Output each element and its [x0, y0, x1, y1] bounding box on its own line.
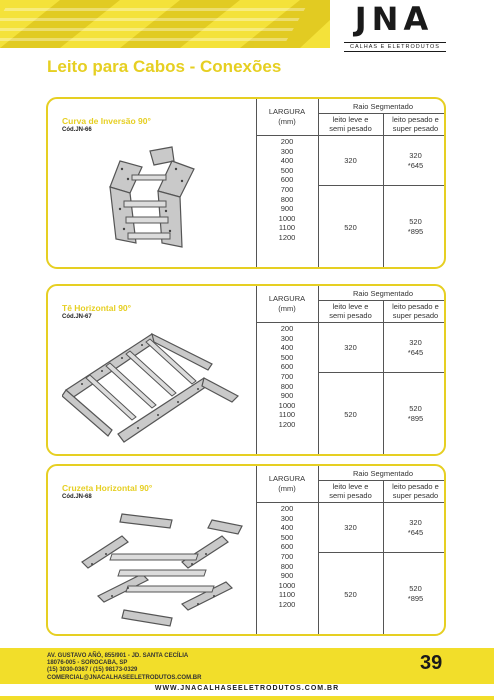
radius-pesado-row1-alt: *645 — [407, 528, 424, 537]
logo-text: JNA — [354, 0, 434, 38]
product-card-cruzeta-horizontal — [46, 464, 446, 636]
footer — [0, 648, 494, 700]
group-header: Raio Segmentado — [352, 289, 414, 298]
width-value: 1100 — [278, 223, 296, 233]
radius-leve-row2: 520 — [344, 590, 357, 599]
radius-leve-row1: 320 — [344, 343, 357, 352]
radius-pesado-row2: 520 — [409, 584, 422, 593]
col-header-pesado: leito pesado e — [392, 115, 439, 124]
width-value: 500 — [280, 165, 294, 175]
width-value: 900 — [280, 391, 294, 401]
specs-table — [256, 99, 446, 267]
radius-pesado-row2-alt: *895 — [407, 414, 424, 423]
width-unit: (mm) — [278, 117, 296, 126]
radius-leve-row1: 320 — [344, 523, 357, 532]
width-value: 300 — [280, 333, 294, 343]
width-value: 600 — [280, 542, 294, 552]
width-value: 700 — [280, 184, 294, 194]
col-header-leve: leito leve e — [332, 482, 369, 491]
radius-pesado-row2: 520 — [409, 404, 422, 413]
width-value: 1000 — [278, 580, 296, 590]
product-code: Cód.JN-68 — [62, 494, 92, 500]
width-value: 1100 — [278, 590, 296, 600]
width-unit: (mm) — [278, 304, 296, 313]
width-header: LARGURA — [268, 294, 306, 303]
width-value: 400 — [280, 156, 294, 166]
col-header-leve: leito leve e — [332, 302, 369, 311]
header-banner-graphic — [0, 0, 330, 48]
website-link[interactable]: WWW.JNACALHASEELETRODUTOS.COM.BR — [154, 685, 340, 692]
width-value: 500 — [280, 532, 294, 542]
product-card-te-horizontal — [46, 284, 446, 456]
width-value: 800 — [280, 381, 294, 391]
width-value: 600 — [280, 175, 294, 185]
radius-leve-row1: 320 — [344, 156, 357, 165]
width-value: 800 — [280, 194, 294, 204]
width-value: 600 — [280, 362, 294, 372]
product-image-curva-inversao — [62, 139, 248, 263]
specs-table — [256, 466, 446, 634]
width-value: 900 — [280, 571, 294, 581]
col-header-leve-2: semi pesado — [329, 491, 372, 500]
radius-pesado-row1: 320 — [409, 151, 422, 160]
website-bar — [0, 684, 494, 696]
col-header-pesado-2: super pesado — [392, 491, 439, 500]
radius-pesado-row1-alt: *645 — [407, 348, 424, 357]
width-value: 1000 — [278, 213, 296, 223]
col-header-pesado: leito pesado e — [392, 302, 439, 311]
width-header: LARGURA — [268, 107, 306, 116]
email-address[interactable]: COMERCIAL@JNACALHASEELETRODUTOS.COM.BR — [47, 674, 202, 681]
product-title: Curva de Inversão 90° — [62, 116, 151, 126]
col-header-pesado-2: super pesado — [392, 124, 439, 133]
address-line-1: AV. GUSTAVO AÑÓ, 855/901 - JD. SANTA CECÍLIA — [47, 653, 189, 659]
product-title: Tê Horizontal 90° — [62, 303, 132, 313]
product-image-cruzeta-horizontal — [62, 506, 248, 630]
width-value: 700 — [280, 371, 294, 381]
width-list — [256, 137, 318, 243]
width-value: 1100 — [278, 410, 296, 420]
width-list — [256, 324, 318, 430]
width-value: 700 — [280, 551, 294, 561]
contact-info — [47, 653, 201, 682]
width-value: 1000 — [278, 400, 296, 410]
col-header-pesado: leito pesado e — [392, 482, 439, 491]
width-value: 500 — [280, 352, 294, 362]
group-header: Raio Segmentado — [352, 102, 414, 111]
product-code: Cód.JN-67 — [62, 314, 92, 320]
width-value: 900 — [280, 204, 294, 214]
logo-tagline: CALHAS E ELETRODUTOS — [344, 42, 446, 52]
width-list — [256, 504, 318, 610]
radius-pesado-row2-alt: *895 — [407, 594, 424, 603]
width-header: LARGURA — [268, 474, 306, 483]
radius-leve-row2: 520 — [344, 410, 357, 419]
width-value: 1200 — [278, 419, 296, 429]
width-value: 200 — [280, 324, 294, 333]
col-header-leve-2: semi pesado — [329, 124, 372, 133]
col-header-pesado-2: super pesado — [392, 311, 439, 320]
width-value: 1200 — [278, 232, 296, 242]
radius-pesado-row1-alt: *645 — [407, 161, 424, 170]
radius-pesado-row1: 320 — [409, 518, 422, 527]
address-line-2: 18076-005 - SOROCABA, SP — [47, 660, 128, 667]
width-unit: (mm) — [278, 484, 296, 493]
radius-pesado-row2-alt: *895 — [407, 227, 424, 236]
product-image-te-horizontal — [62, 326, 248, 450]
product-code: Cód.JN-66 — [62, 127, 92, 133]
phone-numbers: (15) 3030-0367 / (15) 98173-0329 — [47, 667, 138, 674]
radius-pesado-row2: 520 — [409, 217, 422, 226]
width-value: 800 — [280, 561, 294, 571]
product-title: Cruzeta Horizontal 90° — [62, 483, 153, 493]
col-header-leve-2: semi pesado — [329, 311, 372, 320]
width-value: 200 — [280, 137, 294, 146]
radius-leve-row2: 520 — [344, 223, 357, 232]
width-value: 200 — [280, 504, 294, 513]
width-value: 1200 — [278, 599, 296, 609]
width-value: 400 — [280, 343, 294, 353]
width-value: 300 — [280, 513, 294, 523]
page-number: 39 — [420, 652, 443, 674]
page-title: Leito para Cabos - Conexões — [47, 57, 282, 76]
specs-table — [256, 286, 446, 454]
width-value: 300 — [280, 146, 294, 156]
col-header-leve: leito leve e — [332, 115, 369, 124]
width-value: 400 — [280, 523, 294, 533]
group-header: Raio Segmentado — [352, 469, 414, 478]
company-logo — [342, 0, 446, 54]
radius-pesado-row1: 320 — [409, 338, 422, 347]
product-card-curva-inversao — [46, 97, 446, 269]
